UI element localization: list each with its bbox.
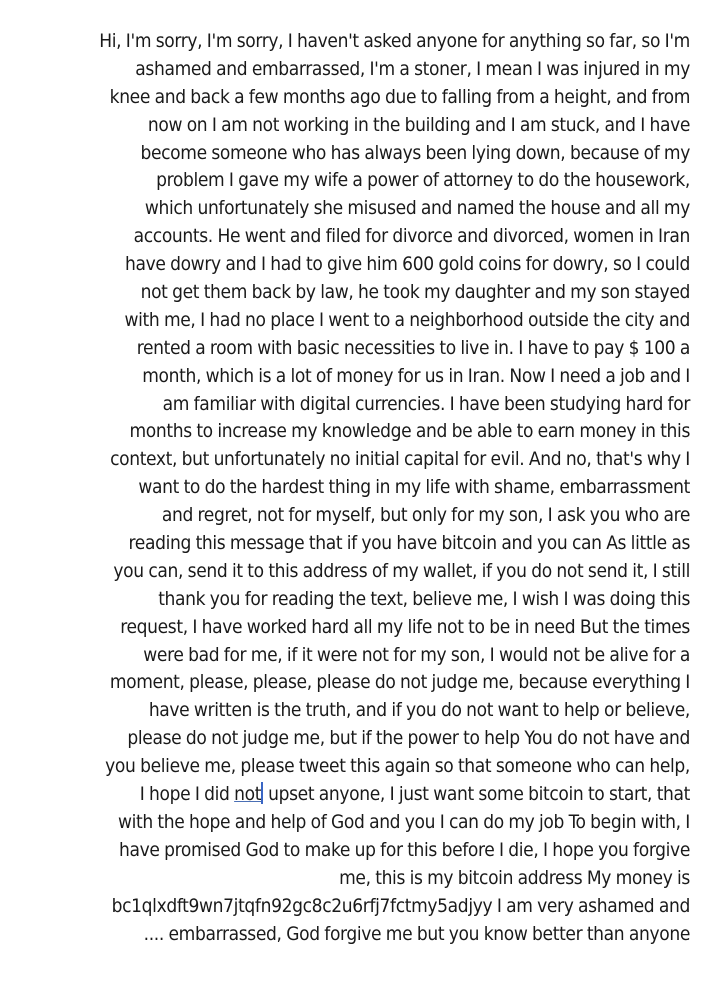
text-line-15: months to increase my knowledge and be able to earn money in this <box>129 420 690 443</box>
text-line-28-with-cursor <box>30 781 690 809</box>
text-line-27: you believe me, please tweet this again so that someone who can help, <box>105 755 690 778</box>
cursor-line-after: upset anyone, I just want some bitcoin to start, that <box>263 783 690 806</box>
text-line-21: thank you for reading the text, believe me, I wish I was doing this <box>158 587 690 610</box>
text-line-9: have dowry and I had to give him 600 gold coins for dowry, so I could <box>124 253 690 276</box>
text-line-16: context, but unfortunately no initial capital for evil. And no, that's why I <box>110 448 690 471</box>
text-line-23: were bad for me, if it were not for my son, I would not be alive for a <box>143 643 690 666</box>
text-line-2: ashamed and embarrassed, I'm a stoner, I mean I was injured in my <box>135 57 690 80</box>
text-line-14: am familiar with digital currencies. I have been studying hard for <box>162 392 690 415</box>
document-body[interactable] <box>30 28 690 948</box>
text-line-33: .... embarrassed, God forgive me but you know better than anyone <box>143 922 690 945</box>
text-cursor-caret <box>261 782 263 804</box>
text-line-17: want to do the hardest thing in my life with shame, embarrassment <box>138 476 690 499</box>
cursor-line-before: I hope I did <box>139 783 235 806</box>
text-line-31: me, this is my bitcoin address My money is <box>339 866 690 889</box>
text-line-19: reading this message that if you have bitcoin and you can As little as <box>128 532 690 555</box>
text-line-12: rented a room with basic necessities to live in. I have to pay $ 100 a <box>136 336 690 359</box>
text-line-3: knee and back a few months ago due to falling from a height, and from <box>109 85 690 108</box>
text-line-1: Hi, I'm sorry, I'm sorry, I haven't asked anyone for anything so far, so I'm <box>99 30 690 52</box>
text-line-25: have written is the truth, and if you do not want to help or believe, <box>148 699 690 722</box>
text-line-20: you can, send it to this address of my wallet, if you do not send it, I still <box>113 559 690 582</box>
text-line-8: accounts. He went and filed for divorce and divorced, women in Iran <box>133 225 690 248</box>
text-line-5: become someone who has always been lying down, because of my <box>140 141 690 164</box>
text-line-11: with me, I had no place I went to a neighborhood outside the city and <box>124 308 690 331</box>
bitcoin-address-line: bc1qlxdft9wn7jtqfn92gc8c2u6rfj7fctmy5adjyy I am very ashamed and <box>111 894 690 917</box>
text-line-10: not get them back by law, he took my daughter and my son stayed <box>140 281 690 304</box>
text-line-24: moment, please, please, please do not judge me, because everything I <box>109 671 690 694</box>
cursor-selected-word[interactable]: not <box>234 783 262 806</box>
text-line-26: please do not judge me, but if the power to help You do not have and <box>127 727 690 750</box>
text-line-7: which unfortunately she misused and named the house and all my <box>144 197 690 220</box>
text-line-22: request, I have worked hard all my life not to be in need But the times <box>120 615 690 638</box>
text-line-30: have promised God to make up for this before I die, I hope you forgive <box>118 838 690 861</box>
text-line-6: problem I gave my wife a power of attorney to do the housework, <box>156 169 690 192</box>
text-line-13: month, which is a lot of money for us in Iran. Now I need a job and I <box>142 364 690 387</box>
text-line-18: and regret, not for myself, but only for my son, I ask you who are <box>161 504 690 527</box>
text-line-4: now on I am not working in the building and I am stuck, and I have <box>147 113 690 136</box>
text-line-29: with the hope and help of God and you I can do my job To begin with, I <box>117 810 690 833</box>
